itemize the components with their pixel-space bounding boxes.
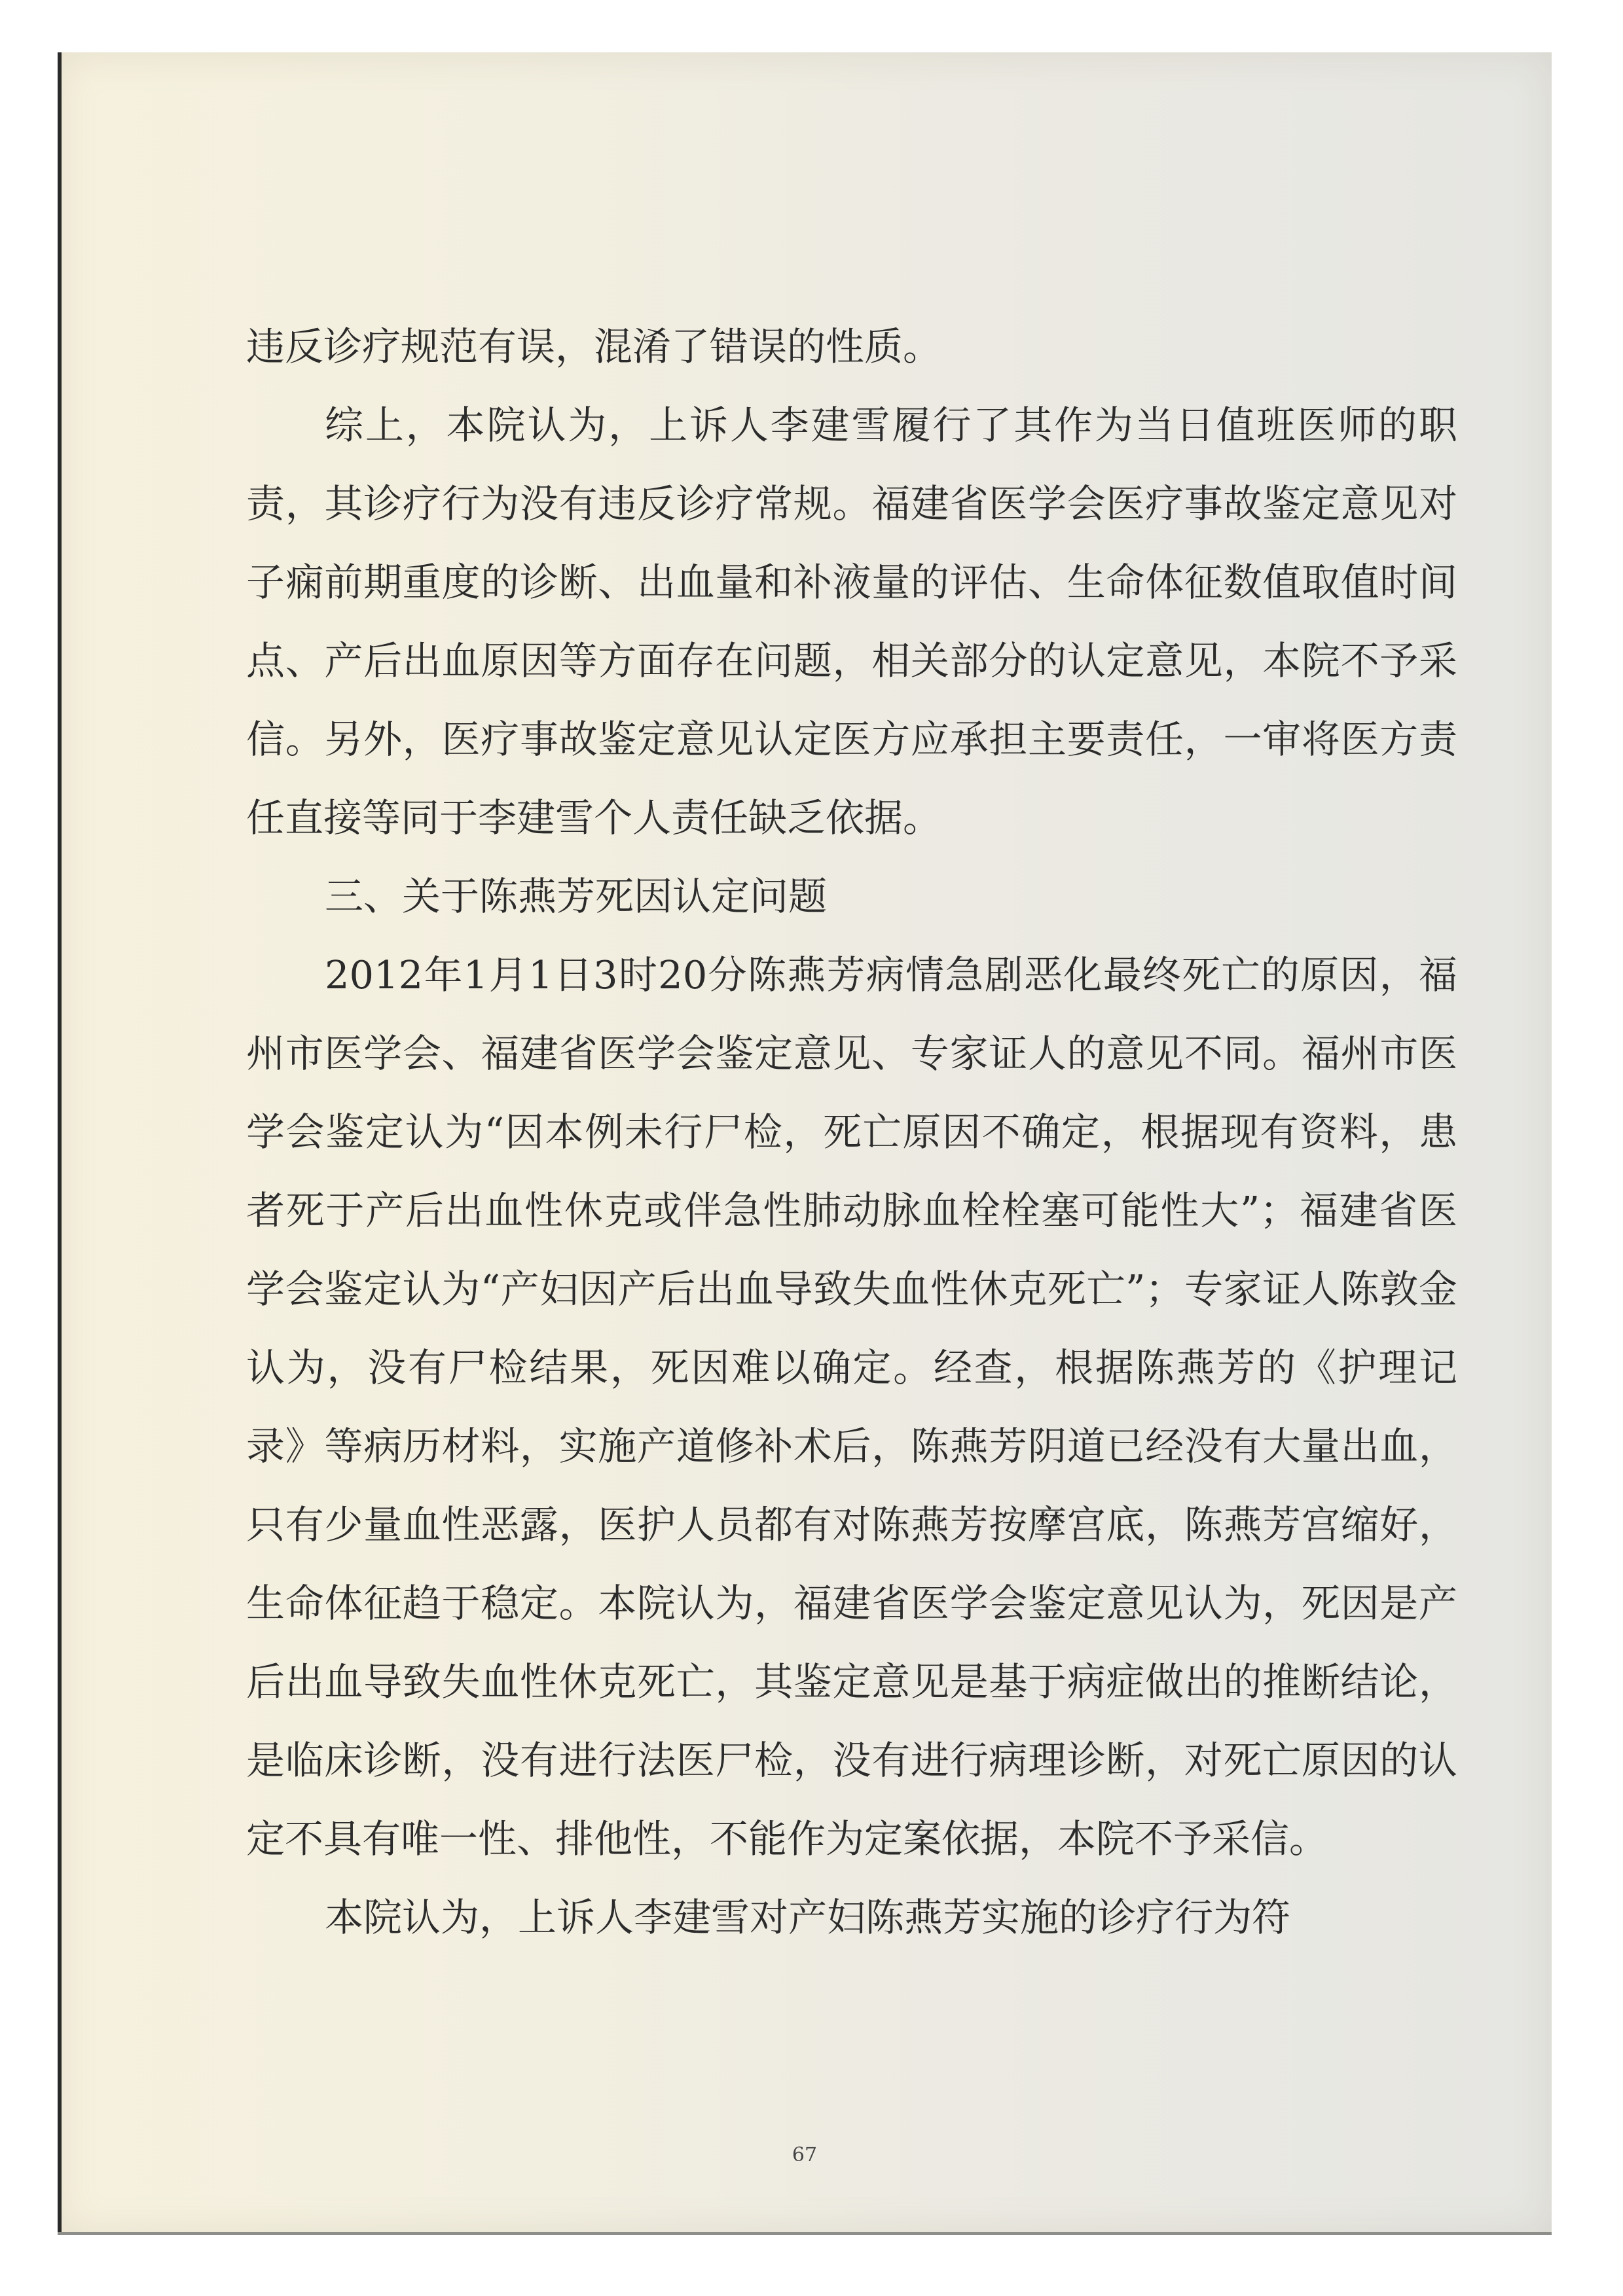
section-heading: 三、关于陈燕芳死因认定问题	[325, 874, 828, 919]
document-body	[246, 308, 1457, 1957]
paragraph-summary: 综上，本院认为，上诉人李建雪履行了其作为当日值班医师的职责，其诊疗行为没有违反诊疗常规。福建省医学会医疗事故鉴定意见对子痫前期重度的诊断、出血量和补液量的评估、生命体征数值取值时间点、产后出血原因等方面存在问题，相关部分的认定意见，本院不予采信。另外，医疗事故鉴定意见认定医方应承担主要责任，一审将医方责任直接等同于李建雪个人责任缺乏依据。	[246, 403, 1457, 840]
paragraph-conclusion: 本院认为，上诉人李建雪对产妇陈燕芳实施的诊疗行为符	[325, 1895, 1291, 1940]
sheet-bottom-edge	[58, 2232, 1552, 2235]
paragraph-continuation: 违反诊疗规范有误，混淆了错误的性质。	[246, 324, 942, 369]
page-number: 67	[792, 2144, 818, 2166]
sheet-left-edge	[58, 52, 62, 2235]
paragraph-cause-of-death: 2012年1月1日3时20分陈燕芳病情急剧恶化最终死亡的原因，福州市医学会、福建省医学会鉴定意见、专家证人的意见不同。福州市医学会鉴定认为“因本例未行尸检，死亡原因不确定，根据现有资料，患者死于产后出血性休克或伴急性肺动脉血栓栓塞可能性大”；福建省医学会鉴定认为“产妇因产后出血导致失血性休克死亡”；专家证人陈敦金认为，没有尸检结果，死因难以确定。经查，根据陈燕芳的《护理记录》等病历材料，实施产道修补术后，陈燕芳阴道已经没有大量出血，只有少量血性恶露，医护人员都有对陈燕芳按摩宫底，陈燕芳宫缩好，生命体征趋于稳定。本院认为，福建省医学会鉴定意见认为，死因是产后出血导致失血性休克死亡，其鉴定意见是基于病症做出的推断结论，是临床诊断，没有进行法医尸检，没有进行病理诊断，对死亡原因的认定不具有唯一性、排他性，不能作为定案依据，本院不予采信。	[246, 952, 1457, 1861]
paper-sheet	[58, 52, 1552, 2235]
